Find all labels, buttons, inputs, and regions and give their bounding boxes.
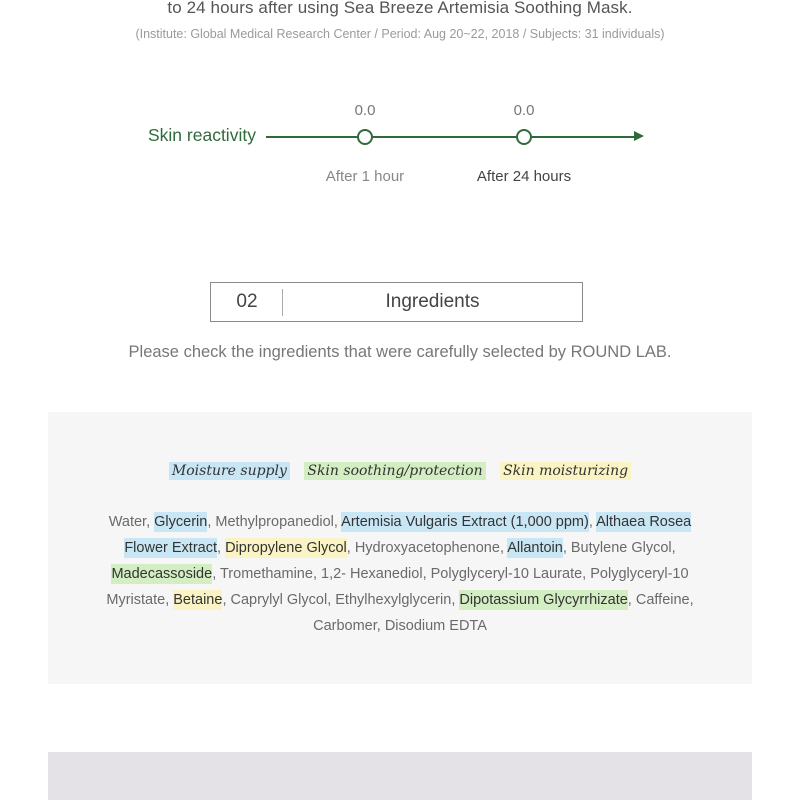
ingredient-item: Caffeine [635,592,690,608]
ingredient-item: Polyglyceryl-10 Laurate [430,566,583,582]
ingredient-item: Butylene Glycol [570,540,672,556]
ingredient-item: Dipotassium Glycyrrhizate [459,592,628,608]
ingredient-item: Althaea Rosea Flower Extract [124,514,692,556]
skin-reactivity-timeline [0,0,800,220]
headline-text: to 24 hours after using Sea Breeze Artemisia Soothing Mask. [167,0,633,17]
timeline-label: Skin reactivity [148,125,256,145]
timeline-point-24h [516,129,532,145]
timeline-time-24h: After 24 hours [476,168,572,185]
legend-moisture-supply: Moisture supply [169,462,290,480]
timeline-point-1h [357,129,373,145]
ingredient-item: Tromethamine [219,566,313,582]
ingredient-item: 1,2- Hexanediol [321,566,423,582]
ingredient-item: Ethylhexylglycerin [335,592,452,608]
ingredient-item: Madecassoside [111,566,213,582]
study-source-note: (Institute: Global Medical Research Center / Period: Aug 20~22, 2018 / Subjects: 31 individuals) [135,27,665,41]
next-section-band [48,752,752,800]
section-number: 02 [236,291,258,312]
timeline-axis-line [266,136,636,138]
ingredient-item: Allantoin [507,540,563,556]
section-header [210,282,583,322]
intro-text: Please check the ingredients that were carefully selected by ROUND LAB. [128,343,672,361]
ingredient-item: Caprylyl Glycol [230,592,328,608]
section-title: Ingredients [385,291,480,312]
legend-skin-soothing: Skin soothing/protection [304,462,485,480]
timeline-value-1h: 0.0 [354,102,376,119]
ingredient-item: Water [108,514,147,530]
ingredient-item: Glycerin [154,514,208,530]
ingredient-item: Carbomer [313,618,377,634]
legend-skin-moisturizing: Skin moisturizing [500,462,631,480]
ingredient-item: Methylpropanediol [215,514,334,530]
ingredients-panel [48,412,752,684]
timeline-value-24h: 0.0 [513,102,535,119]
ingredient-item: Hydroxyacetophenone [354,540,500,556]
ingredient-item: Betaine [173,592,223,608]
ingredient-item: Dipropylene Glycol [225,540,347,556]
ingredient-item: Artemisia Vulgaris Extract (1,000 ppm) [341,514,589,530]
ingredient-legend [48,462,752,480]
ingredients-list: Water, Glycerin, Methylpropanediol, Artemisia Vulgaris Extract (1,000 ppm), Althaea Rosea Flower Extract, Dipropylene Glycol, Hydroxyacetophenone, Allantoin, Butylene Glycol, Madecassoside, Tromethamine, 1,2- Hexanediol, Polyglyceryl-10 Laurate, Polyglyceryl-10 Myristate, Betaine, Caprylyl Glycol, Ethylhexylglycerin, Dipotassium Glycyrrhizate, Caffeine, Carbomer, Disodium EDTA [106,514,694,634]
ingredient-item: Polyglyceryl-10 Myristate [106,566,689,608]
ingredient-item: Disodium EDTA [384,618,487,634]
timeline-time-1h: After 1 hour [325,168,405,185]
arrow-right-icon [634,131,644,141]
